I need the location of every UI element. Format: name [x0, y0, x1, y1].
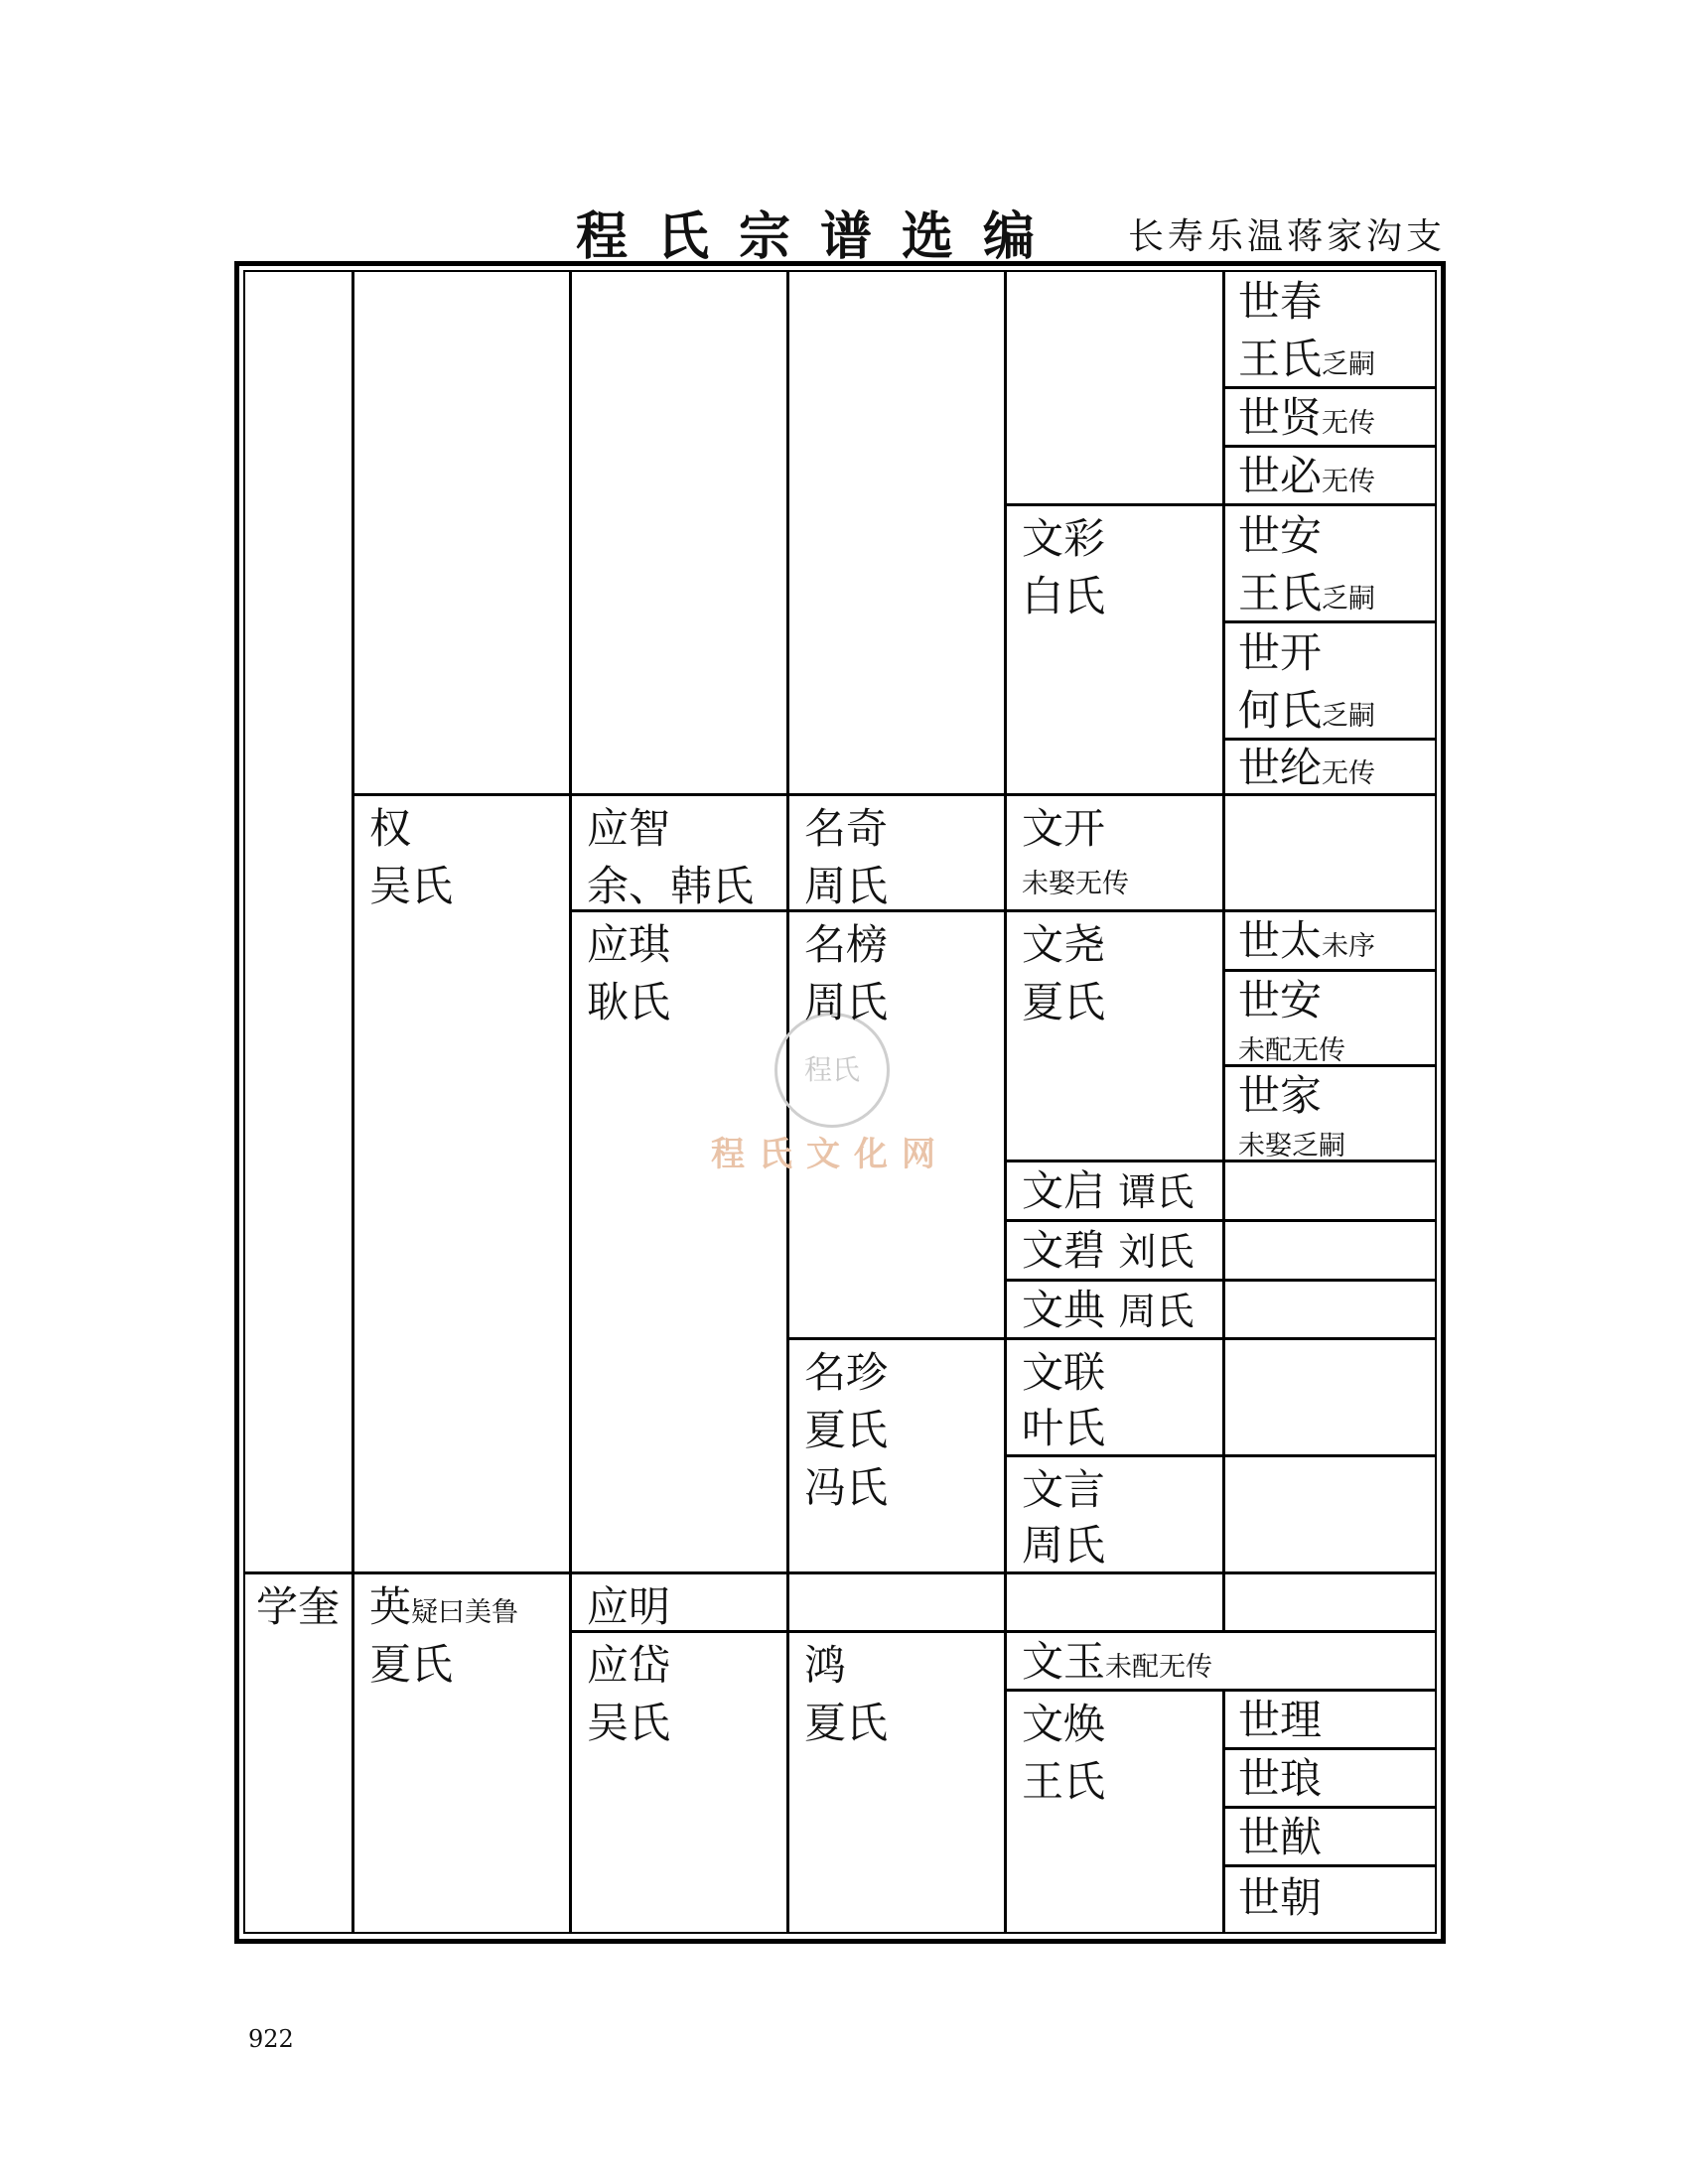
name-wendian: 文典 周氏 — [1022, 1286, 1195, 1334]
cell-col6-empty — [1223, 794, 1437, 911]
cell-col4-empty2 — [787, 1572, 1006, 1632]
wife-wenyao: 夏氏 — [1022, 978, 1106, 1026]
name-wenyan: 文言 — [1022, 1465, 1106, 1514]
wife-wenhuan: 王氏 — [1022, 1757, 1106, 1806]
cell-col6-empty5 — [1223, 1338, 1437, 1456]
cell-col6-empty4 — [1223, 1280, 1437, 1339]
cell-col4-empty — [787, 270, 1006, 795]
name-wenbi: 文碧 刘氏 — [1022, 1226, 1195, 1275]
wife1-mingzhen: 夏氏 — [804, 1406, 889, 1454]
page-number: 922 — [248, 2025, 294, 2053]
wife-shikai: 何氏乏嗣 — [1238, 686, 1376, 735]
cell-col6-empty3 — [1223, 1220, 1437, 1281]
name-shian2: 世安 — [1238, 976, 1323, 1024]
name-shibi: 世必无传 — [1238, 452, 1376, 500]
wife-wenlian: 叶氏 — [1022, 1404, 1106, 1452]
cell-col6-empty7 — [1223, 1572, 1437, 1632]
name-mingbang: 名榜 — [804, 920, 889, 969]
note-shibi: 无传 — [1322, 467, 1376, 497]
note-wenyu: 未配无传 — [1105, 1652, 1213, 1683]
wife-ying: 夏氏 — [369, 1640, 454, 1689]
note-shikai: 乏嗣 — [1322, 701, 1376, 732]
wife-mingbang: 周氏 — [804, 978, 889, 1026]
name-shikai: 世开 — [1238, 628, 1323, 677]
wife2-mingzhen: 冯氏 — [804, 1463, 889, 1512]
cell-col1-empty — [243, 270, 353, 1573]
wife-wenbi: 刘氏 — [1118, 1230, 1195, 1274]
note-wenkai: 未娶无传 — [1022, 869, 1129, 899]
name-quan: 权 — [369, 804, 412, 853]
cell-col6-empty2 — [1223, 1160, 1437, 1221]
name-shijia: 世家 — [1238, 1071, 1323, 1120]
wife-wencai: 白氏 — [1022, 572, 1106, 620]
note-shichun: 乏嗣 — [1322, 349, 1376, 380]
name-shilun: 世纶无传 — [1238, 744, 1376, 792]
name-yingdai: 应岱 — [587, 1641, 671, 1690]
name-wenhuan: 文焕 — [1022, 1700, 1106, 1748]
wife-mingqi: 周氏 — [804, 862, 889, 910]
note-ying: 疑曰美鲁 — [411, 1597, 519, 1628]
name-wenlian: 文联 — [1022, 1348, 1106, 1397]
name-shitai: 世太未序 — [1238, 916, 1376, 965]
name-yingzhi: 应智 — [587, 804, 671, 853]
wife-wendian: 周氏 — [1118, 1290, 1195, 1333]
name-shili: 世理 — [1238, 1696, 1323, 1744]
name-wencai: 文彩 — [1022, 514, 1106, 563]
note-shixian: 无传 — [1322, 408, 1376, 439]
note-shilun: 无传 — [1322, 758, 1376, 789]
cell-col2-empty — [352, 270, 571, 795]
cell-col5-empty — [1005, 270, 1224, 505]
name-yingqi: 应琪 — [587, 920, 671, 969]
page-title: 程氏宗谱选编 — [576, 206, 1065, 267]
note-shian1: 乏嗣 — [1322, 584, 1376, 614]
name-hong: 鸿 — [804, 1641, 847, 1690]
branch-subtitle: 长寿乐温蒋家沟支 — [1128, 216, 1447, 257]
cell-col6-empty6 — [1223, 1455, 1437, 1573]
wife-wenyan: 周氏 — [1022, 1521, 1106, 1570]
name-mingzhen: 名珍 — [804, 1348, 889, 1397]
wife-yingqi: 耿氏 — [587, 978, 671, 1026]
wife-shian1: 王氏乏嗣 — [1238, 569, 1376, 617]
wife-wenqi: 谭氏 — [1118, 1170, 1195, 1214]
name-wenyu: 文玉未配无传 — [1022, 1637, 1213, 1686]
note-shijia: 未娶乏嗣 — [1238, 1131, 1345, 1161]
name-wenkai: 文开 — [1022, 804, 1106, 853]
watermark-text: 程氏文化网 — [711, 1135, 949, 1174]
watermark-seal: 程氏 — [774, 1013, 890, 1128]
name-ying: 英疑曰美鲁 — [369, 1582, 519, 1631]
name-yingming: 应明 — [587, 1582, 671, 1631]
name-shiyou: 世猷 — [1238, 1813, 1323, 1861]
name-shilang: 世琅 — [1238, 1754, 1323, 1803]
name-shixian: 世贤无传 — [1238, 393, 1376, 442]
note-shian2: 未配无传 — [1238, 1035, 1345, 1066]
wife-yingdai: 吴氏 — [587, 1699, 671, 1747]
wife-quan: 吴氏 — [369, 862, 454, 910]
name-wenqi: 文启 谭氏 — [1022, 1166, 1195, 1215]
wife-yingzhi: 余、韩氏 — [587, 862, 755, 910]
cell-col5-empty2 — [1005, 1572, 1224, 1632]
note-shitai: 未序 — [1322, 931, 1376, 962]
name-wenyao: 文尧 — [1022, 920, 1106, 969]
name-mingqi: 名奇 — [804, 804, 889, 853]
wife-shichun: 王氏乏嗣 — [1238, 335, 1376, 383]
name-shichao: 世朝 — [1238, 1873, 1323, 1922]
wife-hong: 夏氏 — [804, 1699, 889, 1747]
name-xuekui: 学奎 — [256, 1582, 341, 1631]
cell-col3-empty — [570, 270, 788, 795]
name-shichun: 世春 — [1238, 277, 1323, 326]
name-shian1: 世安 — [1238, 511, 1323, 560]
